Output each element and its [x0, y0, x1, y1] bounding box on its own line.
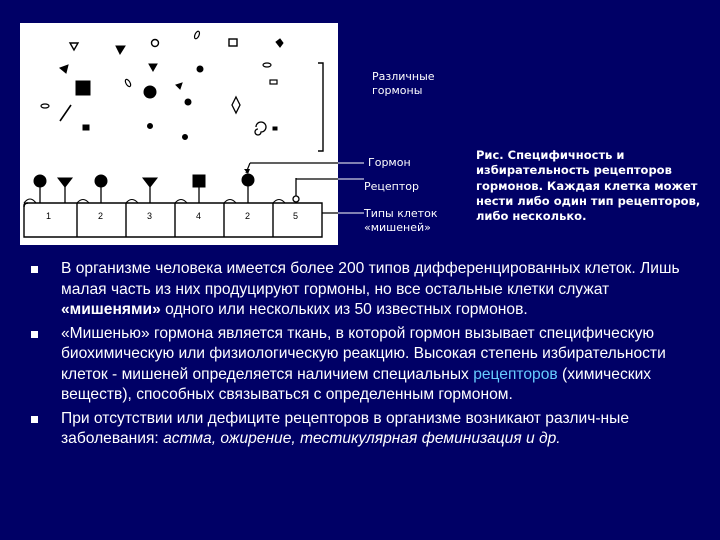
label-hormone: Гормон: [368, 156, 411, 169]
bullet-italic: астма, ожирение, тестикулярная феминизация и др.: [163, 430, 561, 447]
hormone-molecules: [41, 31, 283, 140]
target-cells: [24, 199, 322, 237]
bullet-text: (химических веществ), способных связываться с определенным гормоном.: [61, 365, 652, 403]
bullet-text: При отсутствии или дефиците рецепторов в организме возникают различ-ные заболевания:: [61, 409, 630, 447]
bullet-marker: [31, 331, 38, 338]
figure-caption: Рис. Специфичность и избирательность рецепторов гормонов. Каждая клетка может нести либо один тип рецепторов, либо несколько.: [476, 148, 701, 224]
receptors: [34, 174, 299, 202]
label-receptor: Рецептор: [364, 180, 419, 193]
label-various-hormones: Различные гормоны: [372, 70, 435, 97]
bullet-marker: [31, 266, 38, 273]
bullet-item: [30, 259, 706, 321]
bullet-list: [30, 259, 706, 453]
bullet-text: одного или нескольких из 50 известных гормонов.: [160, 301, 528, 318]
bullet-text: В организме человека имеется более 200 типов дифференцированных клеток. Лишь малая часть из них продуцируют гормоны, но все остальные клетки служат: [61, 260, 680, 298]
bullet-marker: [31, 416, 38, 423]
bullet-item: [30, 324, 706, 406]
cell-number: 2: [245, 211, 251, 221]
bullet-text: «Мишенью» гормона является ткань, в которой гормон вызывает специфическую биохимическую или физиологическую реакцию. Высокая степень избирательности клеток - мишеней определяется наличием специальных: [61, 324, 666, 383]
hormones-bracket: [318, 63, 323, 151]
bullet-item: [30, 409, 706, 450]
hormone-receptor-figure: [20, 23, 338, 245]
label-target-cell-types: Типы клеток «мишеней»: [364, 207, 438, 234]
figure-drawing: [20, 23, 338, 245]
cell-number: 3: [147, 211, 153, 221]
cell-number: 2: [98, 211, 104, 221]
cell-number: 5: [293, 211, 299, 221]
cell-number: 4: [196, 211, 202, 221]
bullet-emphasis: «мишенями»: [61, 301, 161, 318]
cell-number: 1: [46, 211, 52, 221]
bullet-highlight: рецепторов: [473, 365, 558, 383]
